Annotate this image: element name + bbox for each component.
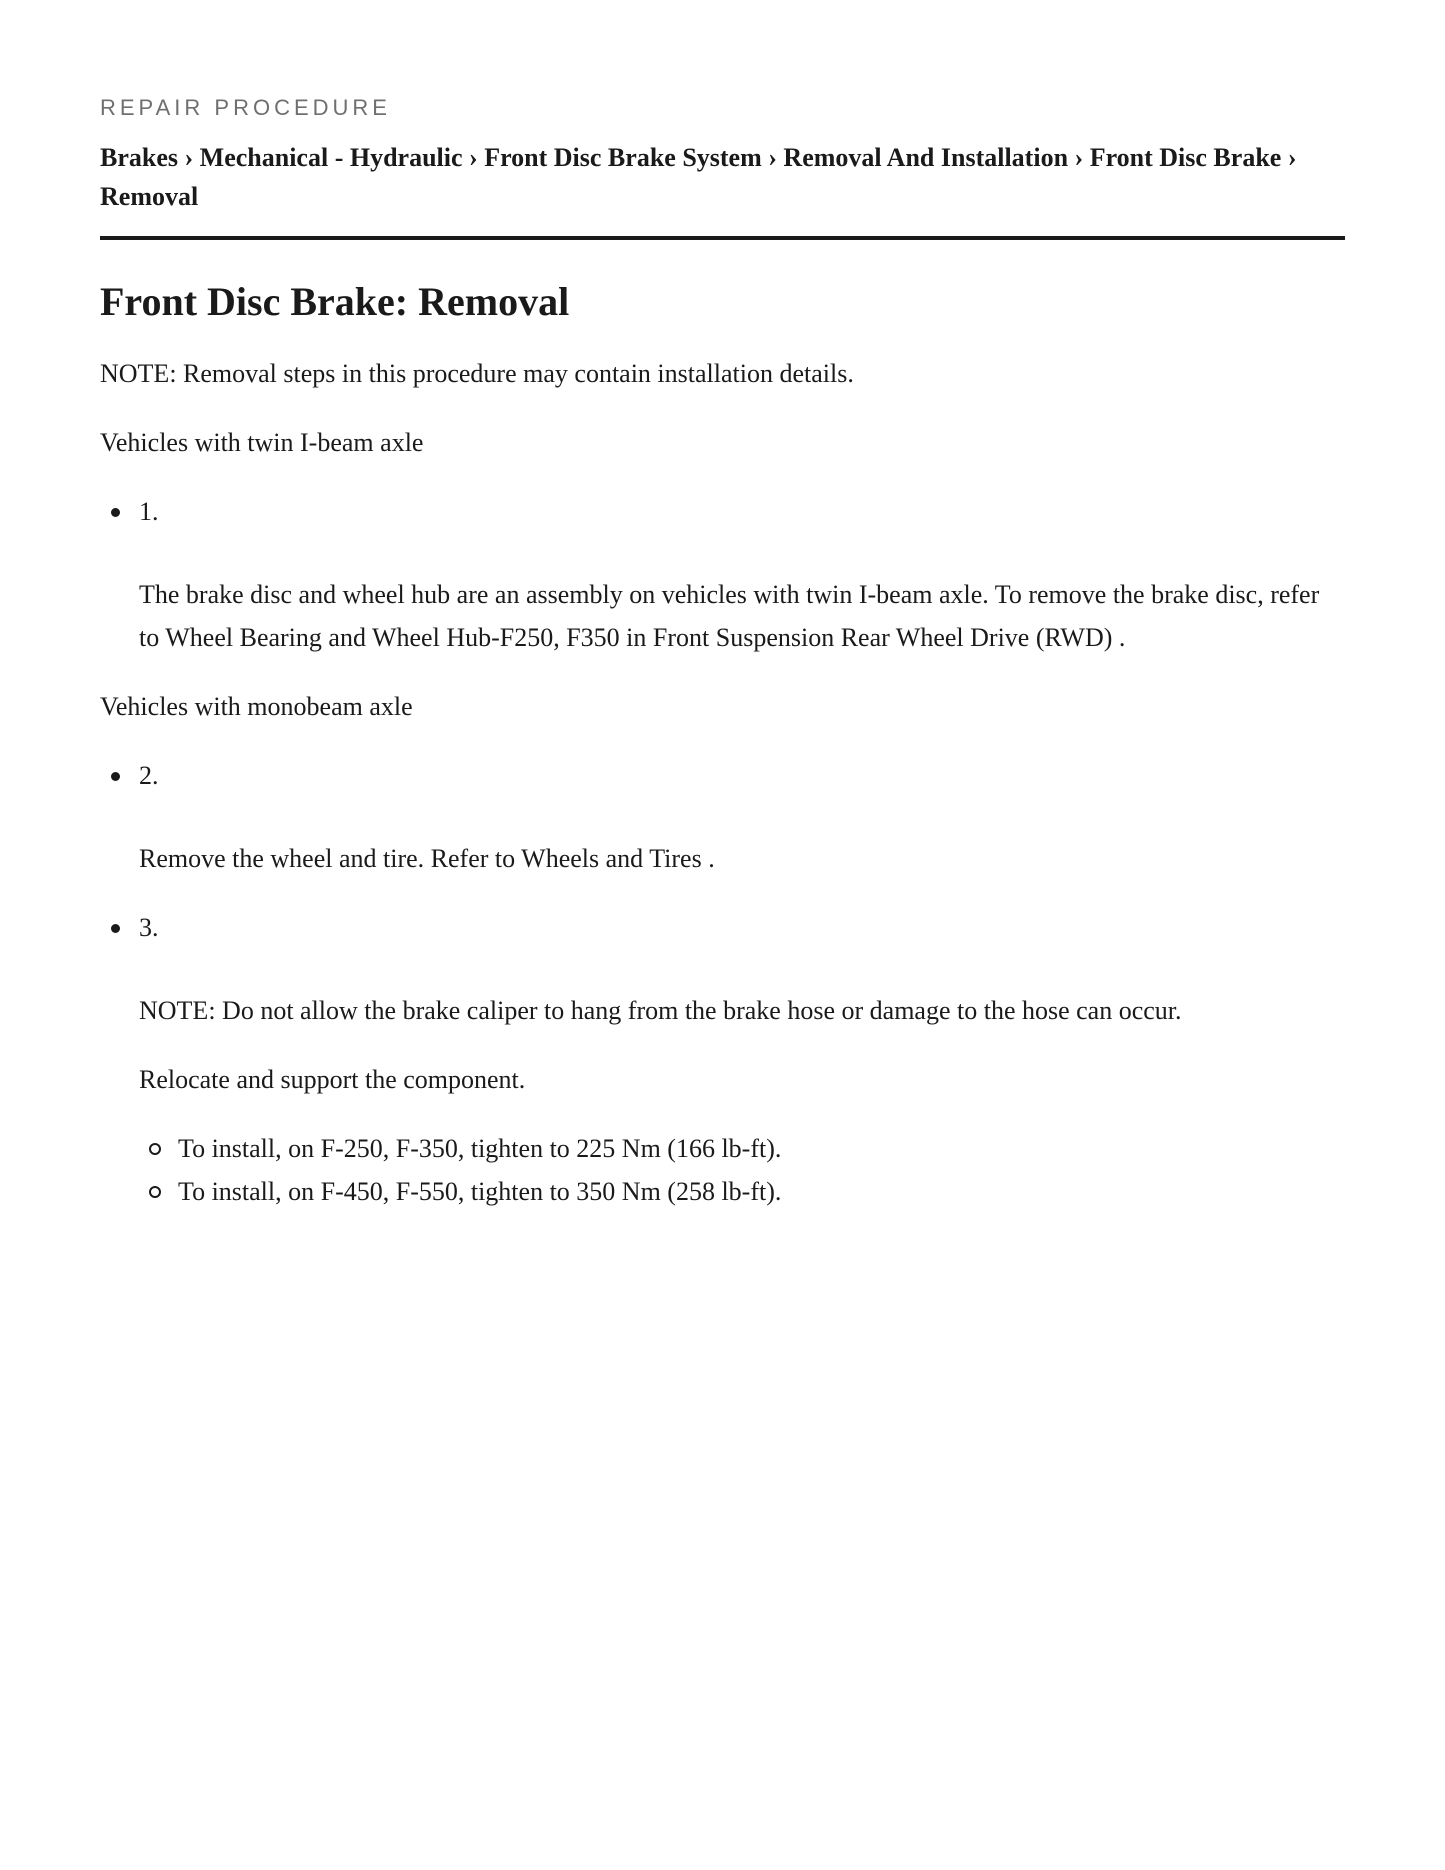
breadcrumb-item[interactable]: Front Disc Brake System bbox=[484, 143, 762, 172]
procedure-kicker: REPAIR PROCEDURE bbox=[100, 95, 391, 120]
breadcrumb-separator: › bbox=[184, 143, 194, 172]
step-number: 2. bbox=[139, 761, 159, 790]
step-body bbox=[139, 573, 1345, 659]
bullet-icon bbox=[111, 508, 120, 517]
breadcrumb-item[interactable]: Removal And Installation bbox=[783, 143, 1069, 172]
step-list bbox=[100, 754, 1345, 1213]
breadcrumb-separator: › bbox=[1074, 143, 1084, 172]
step-item bbox=[100, 906, 1345, 1213]
torque-spec-item bbox=[139, 1170, 1345, 1213]
hollow-bullet-icon bbox=[149, 1186, 161, 1198]
step-list bbox=[100, 490, 1345, 659]
torque-spec-list bbox=[139, 1127, 1345, 1213]
page-title: Front Disc Brake: Removal bbox=[100, 279, 570, 324]
breadcrumb-item-current: Removal bbox=[100, 182, 199, 211]
step-paragraph: The brake disc and wheel hub are an assembly on vehicles with twin I-beam axle. To remove the brake disc, refer to Wheel Bearing and Wheel Hub-F250, F350 in Front Suspension Rear Wheel Drive (RWD) . bbox=[139, 580, 1320, 652]
bullet-icon bbox=[111, 924, 120, 933]
breadcrumb-item[interactable]: Brakes bbox=[100, 143, 178, 172]
step-item bbox=[100, 490, 1345, 659]
bullet-icon bbox=[111, 772, 120, 781]
breadcrumb-item[interactable]: Front Disc Brake bbox=[1089, 143, 1282, 172]
hollow-bullet-icon bbox=[149, 1143, 161, 1155]
torque-spec-text: To install, on F-450, F-550, tighten to 350 Nm (258 lb-ft). bbox=[178, 1177, 782, 1206]
torque-spec-item bbox=[139, 1127, 1345, 1170]
step-body bbox=[139, 989, 1345, 1213]
breadcrumb-separator: › bbox=[768, 143, 777, 172]
breadcrumb-separator: › bbox=[469, 143, 478, 172]
section-heading: Vehicles with monobeam axle bbox=[100, 692, 413, 721]
breadcrumb-separator: › bbox=[1287, 143, 1297, 172]
step-body bbox=[139, 837, 1345, 880]
section-heading: Vehicles with twin I-beam axle bbox=[100, 428, 424, 457]
step-note: NOTE: Do not allow the brake caliper to hang from the brake hose or damage to the hose can occur. bbox=[139, 996, 1182, 1025]
step-paragraph: Relocate and support the component. bbox=[139, 1065, 526, 1094]
step-paragraph: Remove the wheel and tire. Refer to Wheels and Tires . bbox=[139, 844, 715, 873]
step-item bbox=[100, 754, 1345, 880]
step-number: 1. bbox=[139, 497, 159, 526]
breadcrumb bbox=[100, 138, 1345, 240]
intro-note: NOTE: Removal steps in this procedure may contain installation details. bbox=[100, 359, 854, 388]
torque-spec-text: To install, on F-250, F-350, tighten to 225 Nm (166 lb-ft). bbox=[178, 1134, 782, 1163]
step-number: 3. bbox=[139, 913, 159, 942]
breadcrumb-item[interactable]: Mechanical - Hydraulic bbox=[199, 143, 463, 172]
